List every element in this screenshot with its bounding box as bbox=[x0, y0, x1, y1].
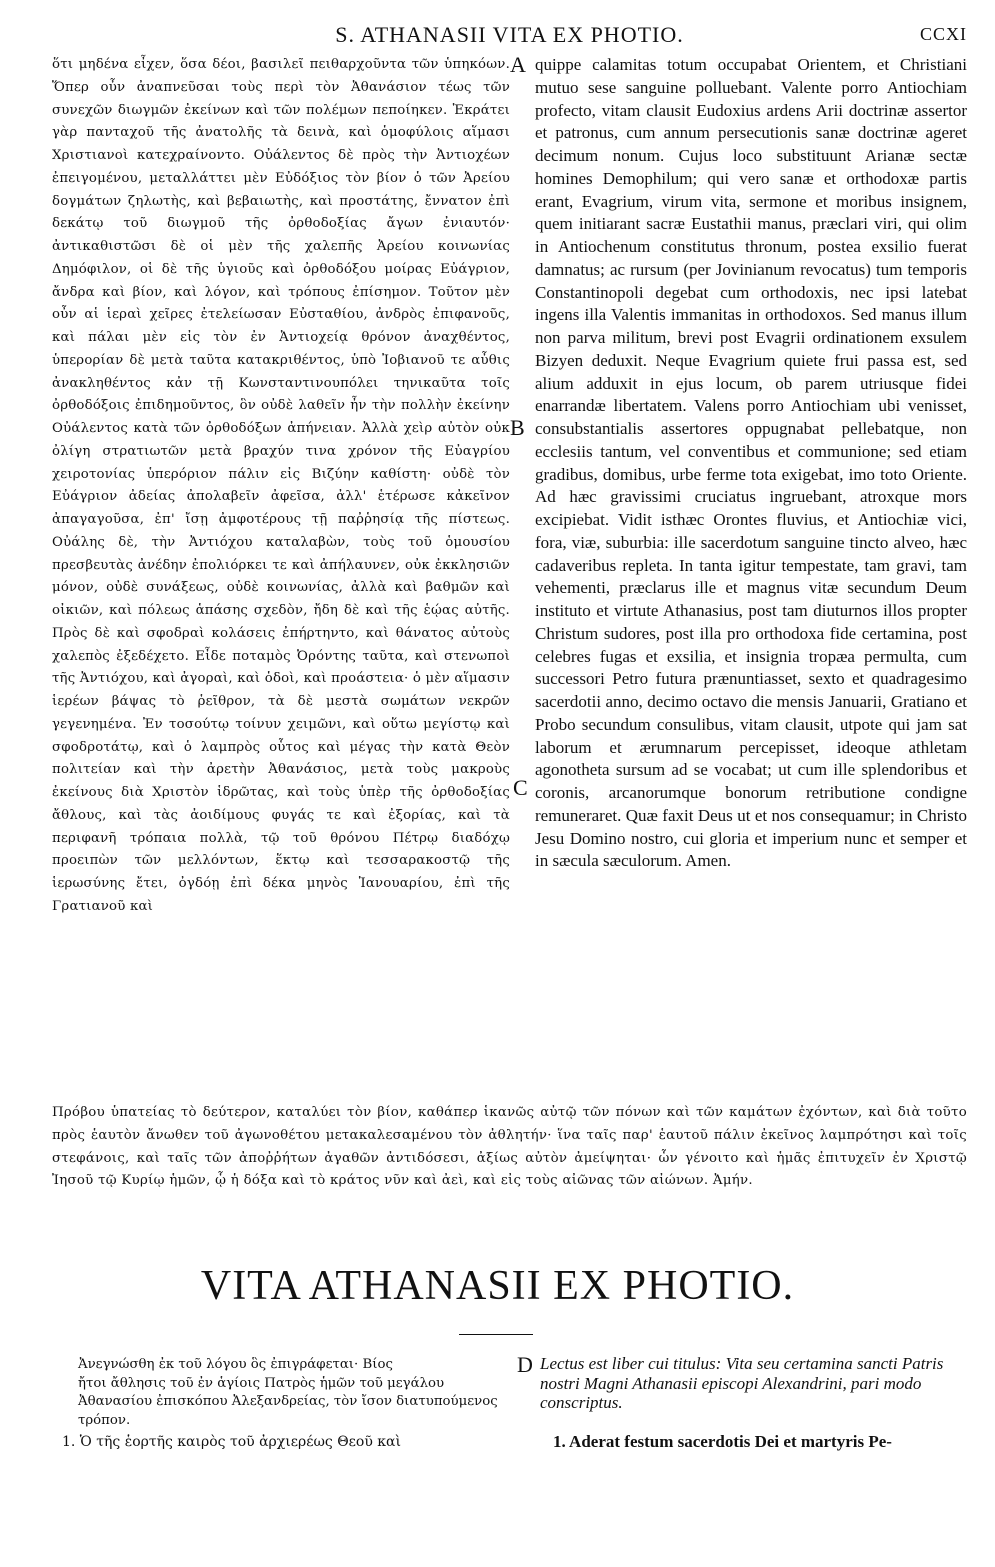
latin-lemma-text: Lectus est liber cui titulus: Vita seu certamina sancti Patris nostri Magni Athanasii episcopi Alexandrini, pari modo conscriptus. bbox=[540, 1354, 944, 1412]
greek-wide-text: Πρόβου ὑπατείας τὸ δεύτερον, καταλύει τὸν βίον, καθάπερ ἱκανῶς αὐτῷ τῶν πόνων καὶ τῶν καμάτων ἐχόντων, καὶ διὰ τοῦτο πρὸς ἑαυτὸν ἄνωθεν τοῦ ἀγωνοθέτου μετακαλεσαμένου τὸν ἀθλητήν· ἵνα ταῖς παρ' ἑαυτοῦ πάλιν ἐκεῖνος λαμπρότησι καὶ τοῖς στεφάνοις, καὶ ταῖς τῶν ἀποῤῥήτων ἀγαθῶν ἀντιδόσεσι, ἀξίως αὐτὸν ἀμείψηται· ὧν γένοιτο καὶ ἡμᾶς ἐπιτυχεῖν ἐν Χριστῷ Ἰησοῦ τῷ Κυρίῳ ἡμῶν, ᾧ ἡ δόξα καὶ τὸ κράτος νῦν καὶ ἀεὶ, καὶ εἰς τοὺς αἰῶνας τῶν αἰώνων. Ἀμήν. bbox=[52, 1105, 967, 1189]
greek-wide-paragraph bbox=[52, 1102, 967, 1193]
latin-column bbox=[535, 54, 967, 873]
section-title: VITA ATHANASII EX PHOTIO. bbox=[200, 1263, 795, 1309]
title-rule bbox=[459, 1334, 533, 1335]
margin-marker-a: A bbox=[510, 52, 526, 77]
latin-text: quippe calamitas totum occupabat Orientem, et Christiani mutuo sese sanguine polluebant. Valente porro Antiochiam profecto, vitam clausit Eudoxius ardens Arii doctrinæ assertor et patronus, cum annum persecutionis sanæ doctrinæ ageret decimum nonum. Cujus loco substituunt Arianæ sectæ homines Demophilum; qui vero sanæ et orthodoxæ partis erant, Evagrium, virum vita, sermone et moribus insignem, quem initiarant sacræ Eustathii manus, præclari viri, qui olim in Antiochenum constitutus thronum, postea exsilio fuerat damnatus; ac rursum (per Jovinianum revocatus) tum temporis Constantinopoli degebat cum orthodoxis, nec ipsi latebat ingens illa Valentis immanitas in orthodoxos. Sed manus illum non parva militum, brevi post Evagrii ordinationem exsulem Bizyen deduxit. Neque Evagrium quiete frui passa est, sed alium adduxit in ejus locum, ob parem utriusque fidei enarrandæ libertatem. Valens porro Antiochiam ubi venisset, consubstantialis assertores oppugnabat pellebatque, non ecclesiis tantum, vel conventibus et communione; sed etiam gradibus, domibus, urbe ferme tota exigebat, imo toto Oriente. Ad hæc gravissimi cruciatus ingruebant, atroxque mors excipiebat. Vidit isthæc Orontes fluvius, et Antiochiæ vici, fora, viæ, suburbia: ille sacerdotum sanguine tincto alveo, hæc cadaveribus repleta. In tanta igitur tempestate, tam gravi, tam vehementi, præclarus ille et magnus vitæ secundum Deum instituto et virtute Athanasius, post tam diuturnos illos propter Christum sudores, post illa pro orthodoxa fide certamina, post celebres fugas et exsilia, et insignia tropæa permulta, cum successori Petro futura prænuntiasset, sexto et quadragesimo sacerdotii anno, decimo octavo die mensis Januarii, Gratiano et Probo secundum consulibus, vitam clausit, utpote qui jam sat laborum et ærumnarum percepisset, ideoque athletam agonotheta sursum ad se vocabat; ut cum ille splendoribus et coronis, arcanorumque bonorum retributione condigne remuneraret. Quæ faxit Deus ut et nos consequamur; in Christo Jesu Domino nostro, cui gloria et imperium nunc et semper et in sæcula sæculorum. Amen. bbox=[535, 55, 967, 871]
running-header bbox=[52, 22, 967, 48]
latin-lemma bbox=[540, 1354, 972, 1413]
latin-section-1: 1. Aderat festum sacerdotis Dei et martyris Pe- bbox=[553, 1432, 892, 1451]
margin-marker-b: B bbox=[510, 415, 525, 440]
greek-lemma-first: Ἀνεγνώσθη ἐκ τοῦ λόγου ὃς ἐπιγράφεται· Βίος bbox=[78, 1357, 393, 1372]
greek-text: ὅτι μηδένα εἶχεν, ὅσα δέοι, βασιλεῖ πειθαρχοῦντα τῶν ὑπηκόων. Ὅπερ οὖν ἀναπνεῦσαι τοὺς περὶ τὸν Ἀθανάσιον τέως τῶν συνεχῶν διωγμῶν ἐκείνων καὶ τῶν πολέμων πεποίηκεν. Ἐκράτει γὰρ πανταχοῦ τῆς ἀνατολῆς τὰ δεινὰ, καὶ ὁμοφύλοις αἵμασι Χριστιανοὶ κατεχραίνοντο. Οὐάλεντος δὲ πρὸς τὴν Ἀντιοχέων ἐπειγομένου, μεταλλάττει μὲν Εὐδόξιος τὸν βίον ὁ τῶν Ἀρείου δογμάτων ζηλωτὴς, καὶ βεβαιωτὴς, καὶ προστάτης, ἔννατον ἐπὶ δεκάτῳ τοῦ διωγμοῦ τῆς ὀρθοδοξίας ἄγων ἐνιαυτόν· ἀντικαθιστῶσι δὲ οἱ μὲν τῆς χαλεπῆς Ἀρείου κοινωνίας Δημόφιλον, οἱ δὲ τῆς ὑγιοῦς καὶ ὀρθοδόξου μοίρας Εὐάγριον, ἄνδρα καὶ βίον, καὶ λόγον, καὶ τρόπους ἐπίσημον. Τοῦτον μὲν οὖν αἱ ἱεραὶ χεῖρες ἐτελείωσαν Εὐσταθίου, ἀνδρὸς ἐπιφανοῦς, καὶ πάλαι μὲν εἰς τὸν ἐν Ἀντιοχείᾳ θρόνον ἀναχθέντος, ὑπερορίαν δὲ μετὰ ταῦτα κατακριθέντος, ὑπὸ Ἰοβιανοῦ τε αὖθις ἀνακληθέντος κἀν τῇ Κωνσταντινουπόλει τηνικαῦτα τοῖς ὀρθοδόξοις ἐπιδημοῦντος, ὃν οὐδὲ λαθεῖν ἦν τὴν πολλὴν ἐκείνην Οὐάλεντος κατὰ τῶν ὀρθοδόξων ἀπήνειαν. Ἀλλὰ χεὶρ αὐτὸν οὐκ ὀλίγη στρατιωτῶν μετὰ βραχύν τινα χρόνον τῆς Εὐαγρίου χειροτονίας ὑπερόριον πάλιν εἰς Βιζύην καθίστη· οὐδὲ τὸν Εὐάγριον ἀδείας ἀπολαβεῖν ἀφεῖσα, ἀλλ' ἑτέρωσε κἀκεῖνον ἀπαγαγοῦσα, ἐπ' ἴσῃ ἀμφοτέρους τῇ παῤῥησίᾳ τῆς πίστεως. Οὐάλης δὲ, τὴν Ἀντιόχου καταλαβὼν, τοὺς τοῦ ὁμουσίου πρεσβευτὰς ἀνέδην ἐπολιόρκει τε καὶ ἀπήλαυνεν, οὐκ ἐκκλησιῶν μόνον, οὐδὲ συνάξεως, οὐδὲ κοινωνίας, ἀλλὰ καὶ βαθμῶν καὶ οἰκιῶν, καὶ πόλεως ἁπάσης σχεδὸν, ἤδη δὲ καὶ τῆς ἑῴας αὐτῆς. Πρὸς δὲ καὶ σφοδραὶ κολάσεις ἐπήρτηντο, καὶ θάνατος αὐτοὺς χαλεπὸς ἐξεδέχετο. Εἶδε ποταμὸς Ὀρόντης ταῦτα, καὶ στενωποὶ τῆς Ἀντιόχου, καὶ ἀγοραὶ, καὶ ὁδοὶ, καὶ προάστεια· ὁ μὲν αἵμασιν ἱερέων βάψας τὸ ῥεῖθρον, τὰ δὲ μεστὰ σωμάτων νεκρῶν γεγενημένα. Ἐν τοσούτῳ τοίνυν χειμῶνι, καὶ οὕτω μεγίστῳ καὶ σφοδροτάτῳ, καὶ ὁ λαμπρὸς οὗτος καὶ μέγας τὴν κατὰ Θεὸν πολιτείαν καὶ τὴν ἀρετὴν Ἀθανάσιος, μετὰ τοὺς μακροὺς ἐκείνους διὰ Χριστὸν ἱδρῶτας, καὶ τοὺς ὑπὲρ τῆς ὀρθοδοξίας ἄθλους, καὶ τὰς ἀοιδίμους φυγάς τε καὶ ἐξορίας, καὶ τὰ περιφανῆ τρόπαια πολλὰ, τῷ τοῦ θρόνου Πέτρῳ διαδόχῳ προειπὼν τῶν μελλόντων, ἕκτῳ καὶ τεσσαρακοστῷ τῆς ἱερωσύνης ἔτει, ὀγδόῃ ἐπὶ δέκα μηνὸς Ἰανουαρίου, ἐπὶ τῆς Γρατιανοῦ καὶ bbox=[52, 57, 510, 914]
folio-number: CCXI bbox=[919, 24, 967, 44]
greek-column bbox=[52, 54, 510, 919]
greek-lemma bbox=[52, 1356, 510, 1430]
greek-section-1: 1. Ὁ τῆς ἑορτῆς καιρὸς τοῦ ἀρχιερέως Θεοῦ καὶ bbox=[62, 1434, 402, 1450]
running-title: S. ATHANASII VITA EX PHOTIO. bbox=[335, 22, 684, 47]
margin-marker-d: D bbox=[517, 1352, 533, 1377]
greek-lemma-rest: ἤτοι ἄθλησις τοῦ ἐν ἁγίοις Πατρὸς ἡμῶν τοῦ μεγάλου Ἀθανασίου ἐπισκόπου Ἀλεξανδρείας, τὸν ἴσον διατυπούμενος τρόπον. bbox=[78, 1375, 498, 1428]
margin-marker-c: C bbox=[513, 775, 528, 800]
